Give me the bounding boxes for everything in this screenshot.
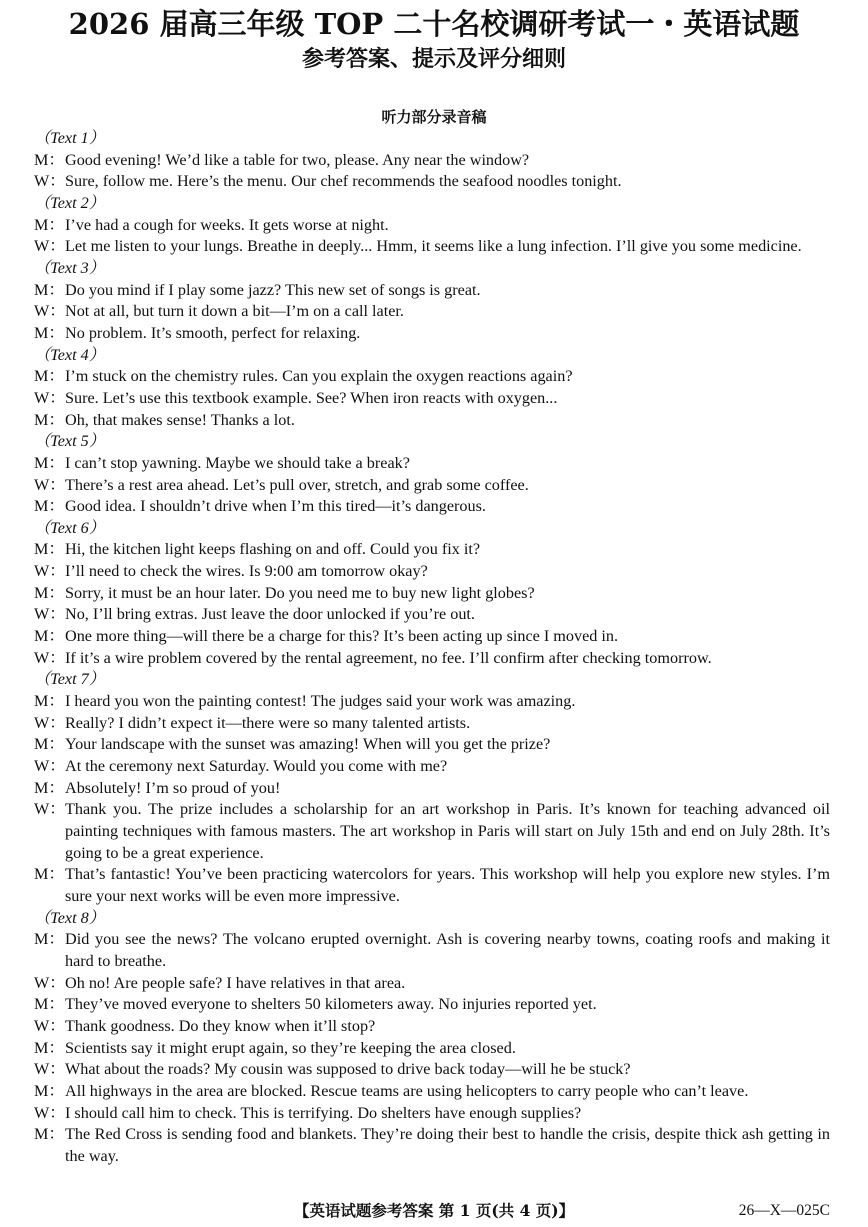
dialogue-text: I’m stuck on the chemistry rules. Can you explain the oxygen reactions again? [65, 367, 573, 386]
text-label-text: （Text 3） [34, 258, 105, 277]
speaker-label: M： [34, 930, 65, 949]
dialogue-line [34, 171, 830, 193]
text-label-text: （Text 2） [34, 193, 105, 212]
text-label [34, 193, 830, 215]
text-label [34, 669, 830, 691]
speaker-label: M： [34, 1038, 65, 1057]
dialogue-line [34, 799, 830, 864]
dialogue-line [34, 973, 830, 995]
dialogue-line [34, 929, 830, 972]
text-label [34, 128, 830, 150]
dialogue-text: At the ceremony next Saturday. Would you come with me? [65, 757, 448, 776]
document-code: 26—X—025C [738, 1202, 830, 1219]
speaker-label: W： [34, 800, 66, 819]
dialogue-text: If it’s a wire problem covered by the rental agreement, no fee. I’ll confirm after checking tomorrow. [65, 648, 712, 667]
text-label [34, 518, 830, 540]
dialogue-text: No, I’ll bring extras. Just leave the door unlocked if you’re out. [65, 605, 475, 624]
dialogue-line [34, 691, 830, 713]
document-subtitle: 参考答案、提示及评分细则 [301, 46, 566, 72]
dialogue-text: Do you mind if I play some jazz? This new set of songs is great. [65, 280, 481, 299]
speaker-label: M： [34, 540, 65, 559]
text-label [34, 258, 830, 280]
speaker-label: W： [34, 1103, 66, 1122]
dialogue-line [34, 410, 830, 432]
speaker-label: M： [34, 1081, 65, 1100]
dialogue-text: One more thing—will there be a charge for this? It’s been acting up since I moved in. [65, 627, 619, 646]
speaker-label: M： [34, 453, 65, 472]
speaker-label: M： [34, 1125, 65, 1144]
dialogue-line [34, 301, 830, 323]
dialogue-line [34, 864, 830, 907]
dialogue-line [34, 1081, 830, 1103]
dialogue-text: Thank goodness. Do they know when it’ll stop? [65, 1016, 376, 1035]
speaker-label: M： [34, 410, 65, 429]
speaker-label: M： [34, 150, 65, 169]
dialogue-line [34, 561, 830, 583]
text-label [34, 431, 830, 453]
dialogue-line [34, 215, 830, 237]
text-label [34, 345, 830, 367]
dialogue-text: Sure, follow me. Here’s the menu. Our chef recommends the seafood noodles tonight. [65, 172, 622, 191]
transcript [34, 128, 830, 1168]
dialogue-line [34, 1038, 830, 1060]
dialogue-text: I’ve had a cough for weeks. It gets worse at night. [65, 215, 389, 234]
speaker-label: M： [34, 995, 65, 1014]
text-label-text: （Text 4） [34, 345, 105, 364]
dialogue-line [34, 1016, 830, 1038]
dialogue-line [34, 1124, 830, 1167]
speaker-label: W： [34, 648, 66, 667]
dialogue-line [34, 1103, 830, 1125]
dialogue-text: That’s fantastic! You’ve been practicing watercolors for years. This workshop will help you explore new styles. I’m sure your next works will be even more impressive. [65, 865, 830, 905]
dialogue-line [34, 1059, 830, 1081]
text-label-text: （Text 7） [34, 670, 105, 689]
dialogue-line [34, 994, 830, 1016]
speaker-label: W： [34, 1016, 66, 1035]
dialogue-text: I can’t stop yawning. Maybe we should take a break? [65, 453, 410, 472]
dialogue-text: Thank you. The prize includes a scholarship for an art workshop in Paris. It’s known for teaching advanced oil painting techniques with famous masters. The art workshop in Paris will start on July 15th and end on July 28th. It’s going to be a great experience. [65, 800, 830, 862]
dialogue-text: Good evening! We’d like a table for two, please. Any near the window? [65, 150, 530, 169]
text-label-text: （Text 8） [34, 908, 105, 927]
speaker-label: M： [34, 865, 65, 884]
dialogue-line [34, 280, 830, 302]
dialogue-text: Not at all, but turn it down a bit—I’m on a call later. [65, 302, 404, 321]
dialogue-text: Scientists say it might erupt again, so they’re keeping the area closed. [65, 1038, 516, 1057]
text-label-text: （Text 1） [34, 129, 105, 147]
dialogue-line [34, 453, 830, 475]
dialogue-line [34, 496, 830, 518]
page-footer: 【英语试题参考答案 第 1 页(共 4 页)】 [293, 1201, 575, 1220]
dialogue-text: Sure. Let’s use this textbook example. See? When iron reacts with oxygen... [65, 388, 558, 407]
dialogue-line [34, 626, 830, 648]
dialogue-text: Hi, the kitchen light keeps flashing on and off. Could you fix it? [65, 540, 481, 559]
dialogue-text: Absolutely! I’m so proud of you! [65, 778, 281, 797]
speaker-label: M： [34, 323, 65, 342]
dialogue-line [34, 539, 830, 561]
dialogue-text: Sorry, it must be an hour later. Do you need me to buy new light globes? [65, 583, 535, 602]
dialogue-text: Really? I didn’t expect it—there were so many talented artists. [65, 713, 471, 732]
text-label-text: （Text 6） [34, 518, 105, 537]
dialogue-text: Your landscape with the sunset was amazing! When will you get the prize? [65, 735, 551, 754]
dialogue-line [34, 756, 830, 778]
dialogue-line [34, 475, 830, 497]
text-label [34, 908, 830, 930]
speaker-label: M： [34, 778, 65, 797]
speaker-label: W： [34, 757, 66, 776]
dialogue-text: I should call him to check. This is terrifying. Do shelters have enough supplies? [65, 1103, 582, 1122]
dialogue-line [34, 734, 830, 756]
dialogue-text: They’ve moved everyone to shelters 50 kilometers away. No injuries reported yet. [65, 995, 597, 1014]
speaker-label: M： [34, 692, 65, 711]
dialogue-text: Did you see the news? The volcano erupted overnight. Ash is covering nearby towns, coating roofs and making it hard to breathe. [65, 930, 830, 970]
dialogue-line [34, 150, 830, 172]
speaker-label: W： [34, 475, 66, 494]
speaker-label: M： [34, 627, 65, 646]
speaker-label: W： [34, 302, 66, 321]
section-heading: 听力部分录音稿 [381, 108, 487, 126]
document-title: 2026 届高三年级 TOP 二十名校调研考试一・英语试题 [68, 7, 800, 41]
speaker-label: W： [34, 973, 66, 992]
dialogue-line [34, 713, 830, 735]
speaker-label: W： [34, 237, 66, 256]
dialogue-line [34, 366, 830, 388]
speaker-label: W： [34, 172, 66, 191]
dialogue-text: I’ll need to check the wires. Is 9:00 am tomorrow okay? [65, 562, 428, 581]
speaker-label: M： [34, 583, 65, 602]
dialogue-line [34, 604, 830, 626]
dialogue-text: All highways in the area are blocked. Rescue teams are using helicopters to carry people who can’t leave. [65, 1081, 749, 1100]
dialogue-line [34, 778, 830, 800]
speaker-label: M： [34, 367, 65, 386]
dialogue-line [34, 648, 830, 670]
dialogue-line [34, 236, 830, 258]
dialogue-line [34, 323, 830, 345]
dialogue-text: The Red Cross is sending food and blankets. They’re doing their best to handle the crisis, despite thick ash getting in the way. [65, 1125, 830, 1165]
speaker-label: M： [34, 215, 65, 234]
dialogue-text: What about the roads? My cousin was supposed to drive back today—will he be stuck? [65, 1060, 631, 1079]
dialogue-line [34, 388, 830, 410]
dialogue-text: Oh, that makes sense! Thanks a lot. [65, 410, 295, 429]
speaker-label: M： [34, 497, 65, 516]
speaker-label: M： [34, 280, 65, 299]
dialogue-text: Oh no! Are people safe? I have relatives in that area. [65, 973, 406, 992]
speaker-label: M： [34, 735, 65, 754]
dialogue-line [34, 583, 830, 605]
dialogue-text: Let me listen to your lungs. Breathe in deeply... Hmm, it seems like a lung infection. I’ll give you some medicine. [65, 237, 802, 256]
text-label-text: （Text 5） [34, 432, 105, 451]
dialogue-text: There’s a rest area ahead. Let’s pull over, stretch, and grab some coffee. [65, 475, 529, 494]
dialogue-text: No problem. It’s smooth, perfect for relaxing. [65, 323, 361, 342]
speaker-label: W： [34, 562, 66, 581]
speaker-label: W： [34, 605, 66, 624]
speaker-label: W： [34, 713, 66, 732]
dialogue-text: Good idea. I shouldn’t drive when I’m this tired—it’s dangerous. [65, 497, 486, 516]
speaker-label: W： [34, 388, 66, 407]
dialogue-text: I heard you won the painting contest! The judges said your work was amazing. [65, 692, 576, 711]
speaker-label: W： [34, 1060, 66, 1079]
